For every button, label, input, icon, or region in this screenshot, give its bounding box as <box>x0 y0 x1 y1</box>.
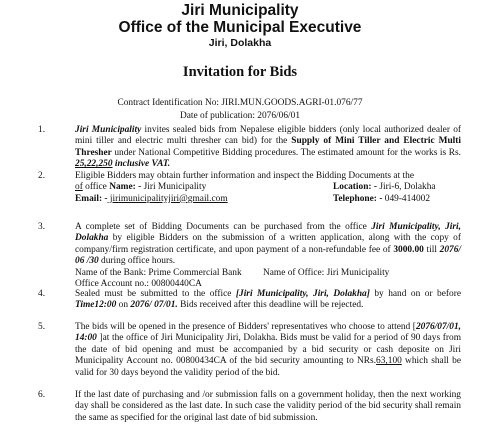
item-number: 4. <box>38 289 46 299</box>
item-number: 1. <box>38 125 46 135</box>
goods-name: Supply of Mini Tiller and Electric Multi Thresher <box>75 136 461 158</box>
estimated-amount: 25,22,250 <box>75 159 113 170</box>
contract-identification: Contract Identification No: JIRI.MUN.GOODS.AGRI-01.076/77 <box>117 98 363 108</box>
item-number: 6. <box>38 390 46 400</box>
submission-time: Time12:00 <box>75 300 117 311</box>
telephone-value: 049-414002 <box>382 193 431 204</box>
opening-datetime: 2076/07/01, 14:00 <box>75 322 461 344</box>
clause-purchase: A complete set of Bidding Documents can be purchased from the office Jiri Municipality, Jiri, Dolakha by eligible Bidders on the submission of a written application, along with the copy of company/firm registration certificate, and upon payment of a non-refundable fee of 3000.00 till 2076/ 06 /30 during office hours. Name of the Bank: Prime Commercial Bank Name of Office: Jiri Municipality Office Account no.: 00800440CA <box>75 222 461 290</box>
office-location-value: Jiri-6, Dolakha <box>377 182 436 193</box>
item-number: 5. <box>38 322 46 332</box>
email-link[interactable]: jirimunicipalityjiri@gmail.com <box>107 193 228 204</box>
office-address: Jiri, Dolakha <box>208 37 272 49</box>
office-account-number: Office Account no.: 00800440CA <box>75 279 202 290</box>
clause-invitation: Jiri Municipality invites sealed bids from Nepalese eligible bidders (only local authorized dealer of mini tiller and electric multi thresher can bid) for the Supply of Mini Tiller and Electric Multi Thresher under National Competitive Bidding procedures. The estimated amount for the works is Rs. 25,22,250 inclusive VAT. <box>75 125 462 170</box>
office-name-value: Jiri Municipality <box>141 182 207 193</box>
org-name: Jiri Municipality <box>75 125 142 135</box>
item-number: 2. <box>38 171 46 181</box>
municipality-name: Jiri Municipality <box>181 2 299 19</box>
clause-holiday: If the last date of purchasing and /or submission falls on a government holiday, then the next working day shall be considered as the last date. In such case the validity period of the bid security shall remain the same as specified for the original last date of bid submission. <box>75 390 461 423</box>
bank-name: Name of the Bank: Prime Commercial Bank <box>75 267 242 278</box>
purchase-deadline: 2076/ 06 /30 <box>75 244 461 267</box>
clause-opening: The bids will be opened in the presence of Bidders' representatives who choose to attend [2076/07/01, 14:00 ]at the office of Jiri Municipality Jiri, Dolakha. Bids must be valid for a period of 90 days from the date of bid opening and must be accompanied by a bid security or cash deposite on Jiri Municipality Account no. 00800434CA of the bid security amounting to NRs.63,100 which shall be valid for 30 days beyond the validity period of the bid. <box>75 322 461 378</box>
org-name: Jiri Municipality, Jiri, Dolakha <box>75 222 461 244</box>
office-account-name: Name of Office: Jiri Municipality <box>263 267 390 278</box>
org-name: [Jiri Municipality, Jiri, Dolakha] <box>235 289 370 299</box>
bid-security-amount: 63,100 <box>376 356 402 367</box>
office-name: Office of the Municipal Executive <box>118 19 362 36</box>
notice-title: Invitation for Bids <box>182 64 298 80</box>
clause-information: Eligible Bidders may obtain further information and inspect the Bidding Documents at the of office Name: - Jiri Municipality Location: - Jiri-6, Dolakha Email: - jirimunicipalityjiri@gmail.com Telephone: - 049-414002 <box>75 171 436 204</box>
submission-date: 2076/ 07/01. <box>130 300 178 311</box>
document-fee: 3000.00 <box>393 244 424 255</box>
publication-date: Date of publication: 2076/06/01 <box>179 111 301 121</box>
clause-submission: Sealed must be submitted to the office [Jiri Municipality, Jiri, Dolakha] by hand on or before Time12:00 on 2076/ 07/01. Bids received after this deadline will be rejected. <box>75 289 461 311</box>
item-number: 3. <box>38 222 46 232</box>
